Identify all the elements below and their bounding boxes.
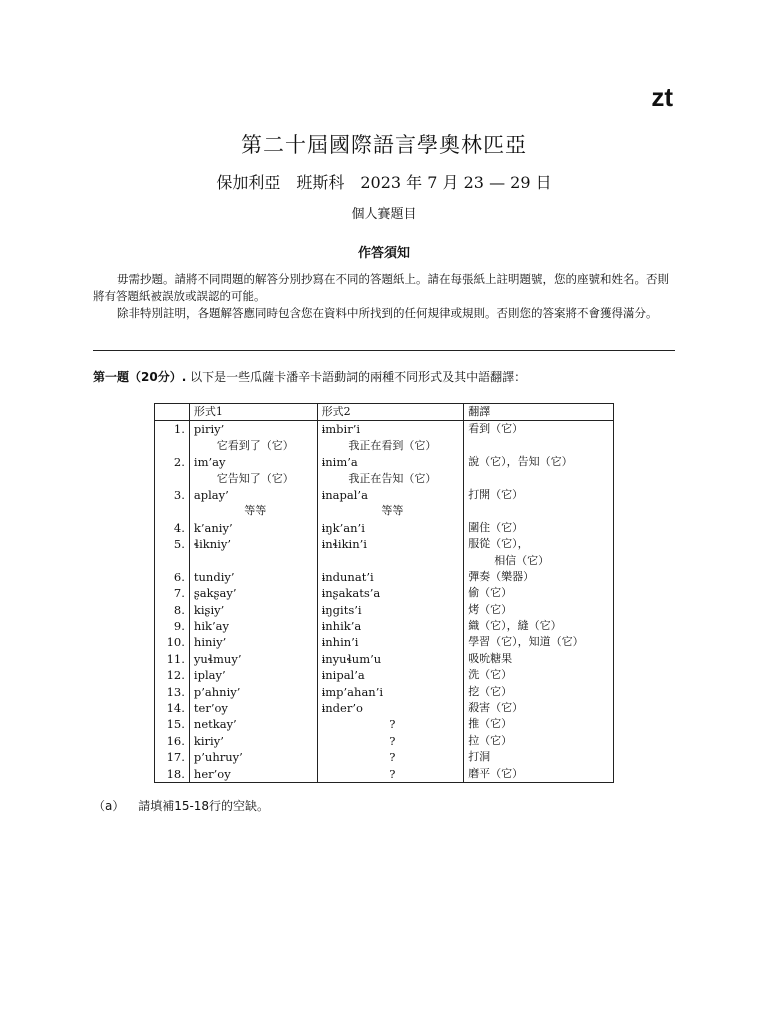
table-cell-form1: her’oy (189, 766, 317, 783)
table-cell-form2: ɨnder’o (317, 700, 464, 716)
table-cell-form1: hik’ay (189, 618, 317, 634)
table-row (155, 618, 614, 634)
table-cell-form2: ɨnapal’a (317, 487, 464, 503)
table-header-cell: 形式2 (317, 404, 464, 421)
table-cell-num: 7. (155, 585, 190, 601)
table-cell-form2: ? (317, 733, 464, 749)
table-row (155, 520, 614, 536)
problem-number: 第一題（20分）. (93, 370, 187, 384)
table-cell-form1: netkay’ (189, 716, 317, 732)
table-row (155, 454, 614, 470)
table-cell-translation: 看到（它） (464, 421, 614, 438)
table-cell-form2: ɨnʂakats’a (317, 585, 464, 601)
table-cell-translation: 說（它），告知（它） (464, 454, 614, 470)
table-cell-empty (155, 503, 190, 519)
table-row (155, 438, 614, 454)
table-header-cell: 翻譯 (464, 404, 614, 421)
table-cell-translation: 打開（它） (464, 487, 614, 503)
table-cell-empty (155, 471, 190, 487)
table-cell-form2: ɨmbir’i (317, 421, 464, 438)
table-cell-form1: 它告知了（它） (189, 471, 317, 487)
table-row (155, 749, 614, 765)
table-cell-translation: 偷（它） (464, 585, 614, 601)
question-a (93, 797, 269, 814)
table-cell-translation: 洗（它） (464, 667, 614, 683)
page-title: 第二十屆國際語言學奧林匹亞 (241, 133, 527, 157)
table-row (155, 585, 614, 601)
table-cell-form1: piriy’ (189, 421, 317, 438)
table-cell-empty (464, 503, 614, 519)
table-cell-translation: 織（它），縫（它） (464, 618, 614, 634)
table-row (155, 503, 614, 519)
table-cell-num: 9. (155, 618, 190, 634)
table-row (155, 716, 614, 732)
table-cell-form1: 等等 (189, 503, 317, 519)
table-cell-translation: 彈奏（樂器） (464, 569, 614, 585)
table-row (155, 487, 614, 503)
table-cell-form2: ɨnhin’i (317, 634, 464, 650)
table-row (155, 684, 614, 700)
table-cell-translation: 圍住（它） (464, 520, 614, 536)
table-cell-num: 13. (155, 684, 190, 700)
table-cell-form2: ɨmp’ahan’i (317, 684, 464, 700)
table-row (155, 766, 614, 783)
table-row (155, 569, 614, 585)
table-cell-form1: tundiy’ (189, 569, 317, 585)
divider (93, 350, 675, 351)
table-cell-translation: 磨平（它） (464, 766, 614, 783)
table-row (155, 700, 614, 716)
table-header-row (155, 404, 614, 421)
table-cell-form1: kiriy’ (189, 733, 317, 749)
page-subtitle: 保加利亞 班斯科 2023 年 7 月 23 — 29 日 (216, 173, 552, 192)
table-cell-empty (317, 553, 464, 569)
table-cell-form1: kiʂiy’ (189, 602, 317, 618)
table-cell-translation: 相信（它） (464, 553, 614, 569)
table-cell-num: 12. (155, 667, 190, 683)
table-body (155, 421, 614, 783)
table-cell-form1: p’ahniy’ (189, 684, 317, 700)
table-row (155, 602, 614, 618)
table-cell-form1: yuɬmuy’ (189, 651, 317, 667)
problem-heading (93, 368, 526, 385)
table-cell-form1: k’aniy’ (189, 520, 317, 536)
table-cell-num: 1. (155, 421, 190, 438)
table-cell-num: 6. (155, 569, 190, 585)
table-cell-num: 2. (155, 454, 190, 470)
table-cell-form2: ? (317, 716, 464, 732)
table-cell-empty (155, 438, 190, 454)
table-cell-translation: 烤（它） (464, 602, 614, 618)
language-code: zt (651, 82, 673, 112)
table-cell-form1: p’uhruy’ (189, 749, 317, 765)
table-header-cell: 形式1 (189, 404, 317, 421)
table-cell-form2: ɨnipal’a (317, 667, 464, 683)
table-cell-form2: ɨnhik’a (317, 618, 464, 634)
table-cell-num: 4. (155, 520, 190, 536)
table-cell-num: 14. (155, 700, 190, 716)
table-cell-form2: 我正在看到（它） (317, 438, 464, 454)
table-cell-translation: 推（它） (464, 716, 614, 732)
table-cell-translation: 拉（它） (464, 733, 614, 749)
table-cell-form1: ter’oy (189, 700, 317, 716)
table-cell-num: 11. (155, 651, 190, 667)
table-row (155, 553, 614, 569)
table-cell-empty (189, 553, 317, 569)
instructions-block (93, 271, 675, 322)
table-row (155, 421, 614, 438)
instructions-heading: 作答須知 (357, 246, 410, 261)
table-cell-translation: 吸吮糖果 (464, 651, 614, 667)
table-row (155, 536, 614, 552)
table-cell-form2: ? (317, 766, 464, 783)
question-text: 請填補15-18行的空缺。 (138, 799, 270, 813)
table-cell-form1: 它看到了（它） (189, 438, 317, 454)
table-cell-form1: iplay’ (189, 667, 317, 683)
question-label: （a） (93, 799, 125, 813)
contest-type: 個人賽題目 (351, 207, 417, 222)
table-cell-num: 16. (155, 733, 190, 749)
instructions-paragraph: 除非特別註明，各題解答應同時包含您在資料中所找到的任何規律或規則。否則您的答案將不會獲得滿分。 (117, 306, 658, 320)
table-cell-num: 3. (155, 487, 190, 503)
table-cell-translation: 挖（它） (464, 684, 614, 700)
table-header-cell (155, 404, 190, 421)
table-cell-num: 8. (155, 602, 190, 618)
table-row (155, 667, 614, 683)
table-cell-form2: ɨnyuɬum’u (317, 651, 464, 667)
table-cell-empty (464, 438, 614, 454)
table-cell-form2: 我正在告知（它） (317, 471, 464, 487)
table-cell-form2: ? (317, 749, 464, 765)
table-cell-empty (155, 553, 190, 569)
table-row (155, 634, 614, 650)
table-cell-num: 17. (155, 749, 190, 765)
table-row (155, 471, 614, 487)
table-cell-form1: hiniy’ (189, 634, 317, 650)
problem-intro: 以下是一些瓜薩卡潘辛卡語動詞的兩種不同形式及其中語翻譯： (190, 370, 527, 384)
table-cell-form1: ɬikniy’ (189, 536, 317, 552)
table-cell-num: 15. (155, 716, 190, 732)
table-cell-form1: aplay’ (189, 487, 317, 503)
table-cell-num: 10. (155, 634, 190, 650)
table-row (155, 651, 614, 667)
table-cell-form1: ʂakʂay’ (189, 585, 317, 601)
table-cell-form1: im’ay (189, 454, 317, 470)
table-cell-num: 18. (155, 766, 190, 783)
table-cell-translation: 殺害（它） (464, 700, 614, 716)
table-cell-form2: ɨnɬikin’i (317, 536, 464, 552)
table-cell-translation: 學習（它），知道（它） (464, 634, 614, 650)
data-table (154, 403, 614, 783)
table-cell-empty (464, 471, 614, 487)
table-cell-form2: ɨŋgits’i (317, 602, 464, 618)
table-cell-form2: ɨndunat’i (317, 569, 464, 585)
table-cell-translation: 打洞 (464, 749, 614, 765)
table-cell-translation: 服從（它）， (464, 536, 614, 552)
table-cell-form2: ɨnim’a (317, 454, 464, 470)
instructions-paragraph: 毋需抄題。請將不同問題的解答分別抄寫在不同的答題紙上。請在每張紙上註明題號，您的座號和姓名。否則將有答題紙被誤放或誤認的可能。 (93, 272, 669, 303)
table-row (155, 733, 614, 749)
table-cell-form2: 等等 (317, 503, 464, 519)
table-cell-form2: ɨŋk’an’i (317, 520, 464, 536)
table-cell-num: 5. (155, 536, 190, 552)
